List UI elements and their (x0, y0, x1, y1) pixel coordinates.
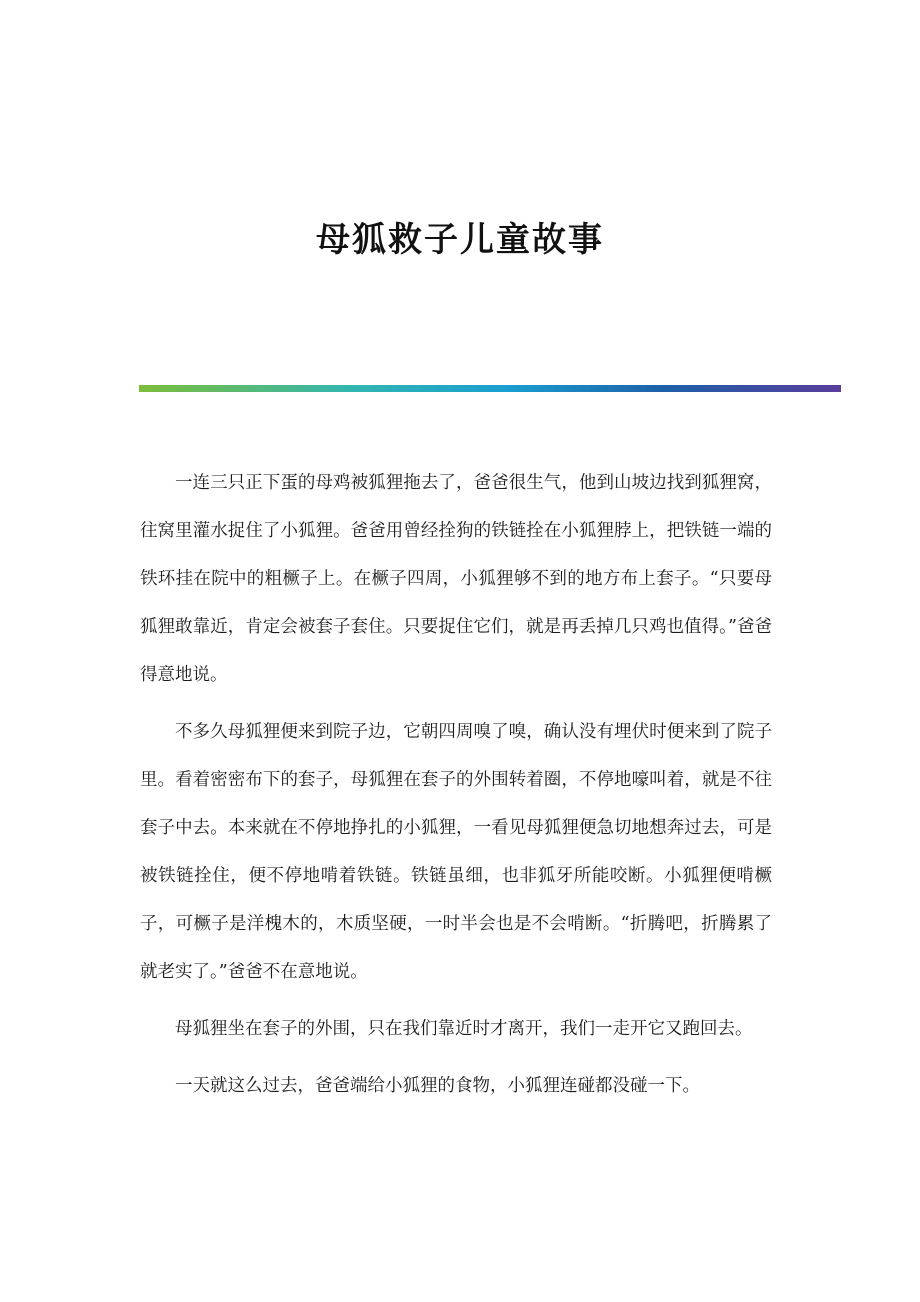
story-body (140, 459, 772, 1119)
paragraph-3: 母狐狸坐在套子的外围，只在我们靠近时才离开，我们一走开它又跑回去。 (175, 1019, 753, 1039)
paragraph-1: 一连三只正下蛋的母鸡被狐狸拖去了，爸爸很生气，他到山坡边找到狐狸窝，往窝里灌水捉住了小狐狸。爸爸用曾经拴狗的铁链拴在小狐狸脖上，把铁链一端的铁环挂在院中的粗橛子上。在橛子四周，小狐狸够不到的地方布上套子。“只要母狐狸敢靠近，肯定会被套子套住。只要捉住它们，就是再丢掉几只鸡也值得。”爸爸得意地说。 (140, 473, 772, 685)
paragraph-2: 不多久母狐狸便来到院子边，它朝四周嗅了嗅，确认没有埋伏时便来到了院子里。看着密密布下的套子，母狐狸在套子的外围转着圈，不停地嚎叫着，就是不往套子中去。本来就在不停地挣扎的小狐狸，一看见母狐狸便急切地想奔过去，可是被铁链拴住，便不停地啃着铁链。铁链虽细，也非狐牙所能咬断。小狐狸便啃橛子，可橛子是洋槐木的，木质坚硬，一时半会也是不会啃断。“折腾吧，折腾累了就老实了。”爸爸不在意地说。 (140, 722, 772, 982)
document-title: 母狐救子儿童故事 (316, 220, 604, 260)
title-divider (139, 385, 841, 392)
paragraph-4: 一天就这么过去，爸爸端给小狐狸的食物，小狐狸连碰都没碰一下。 (175, 1076, 700, 1096)
